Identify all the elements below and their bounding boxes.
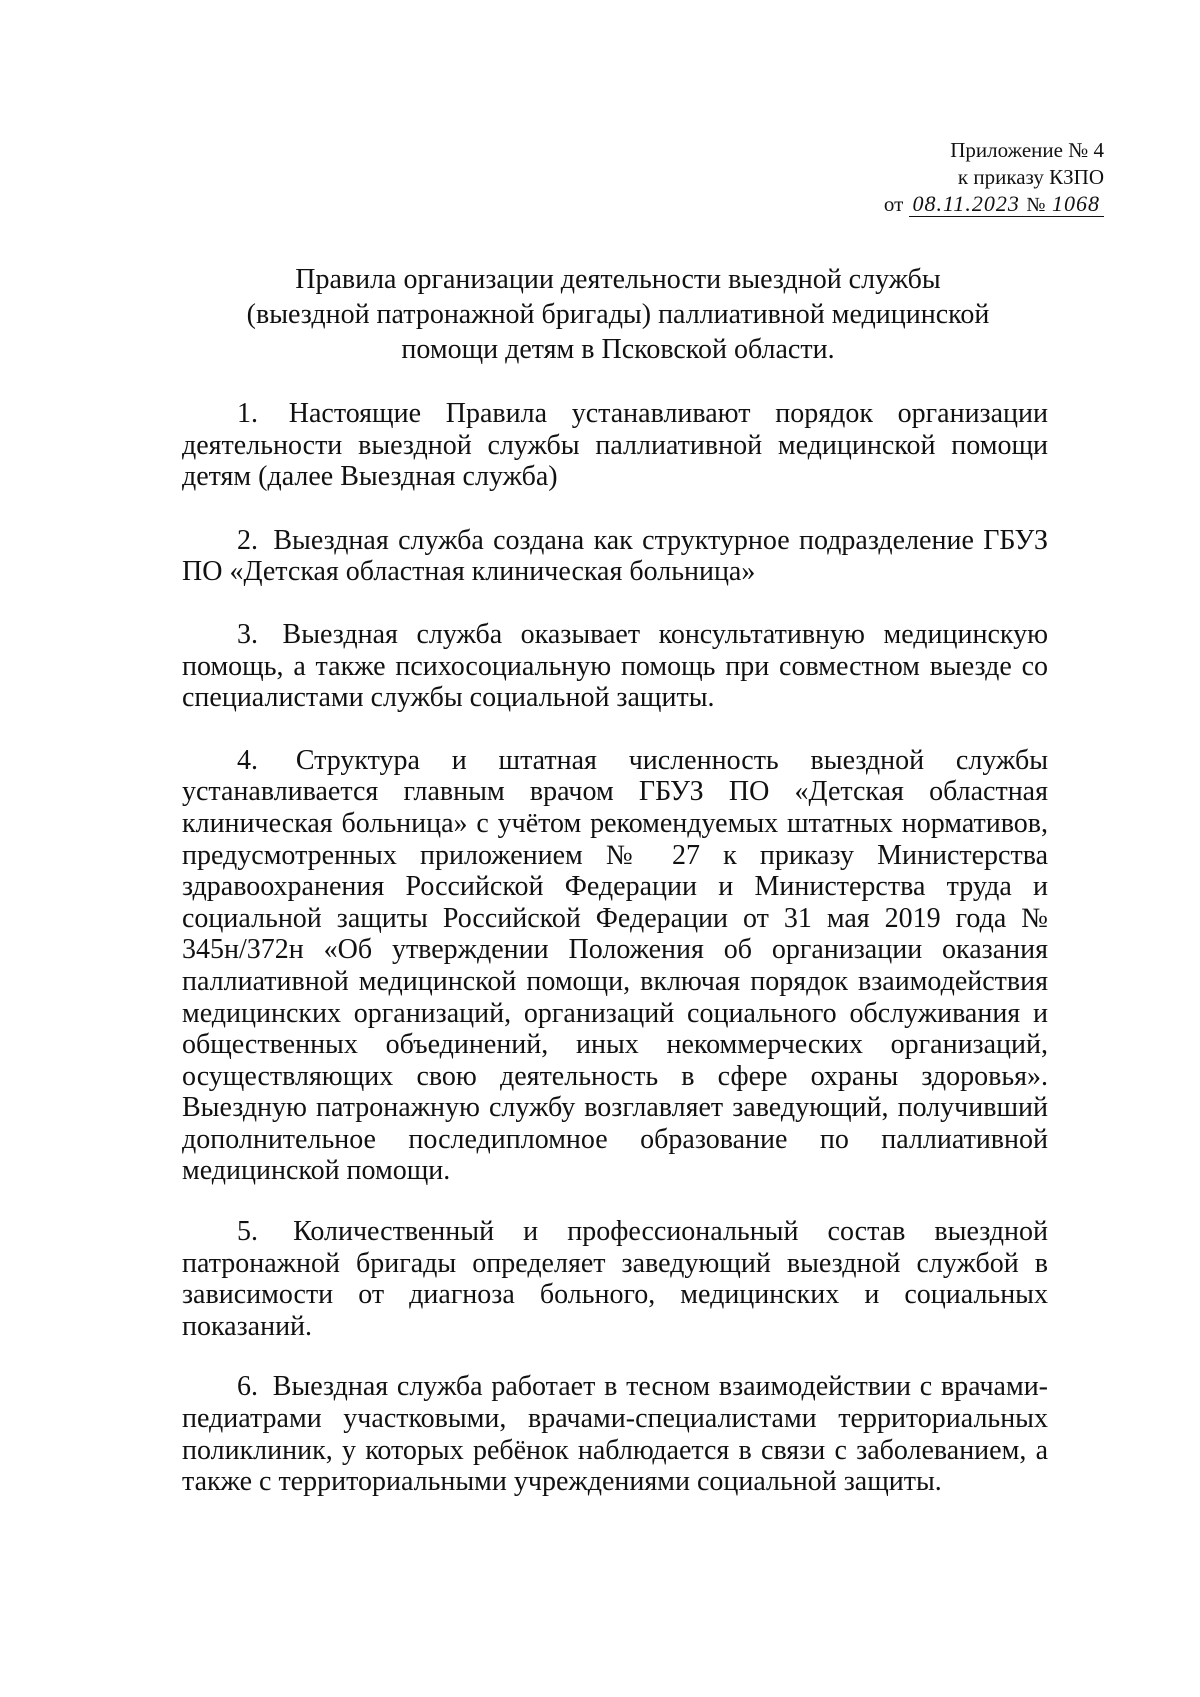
paragraph-1 — [182, 398, 1048, 493]
appendix-date-line — [884, 191, 1104, 218]
document-body — [182, 398, 1048, 1529]
title-line-2: (выездной патронажной бригады) паллиативной медицинской — [246, 299, 990, 330]
date-prefix: от — [883, 192, 904, 216]
paragraph-number: 5. — [237, 1216, 258, 1248]
paragraph-text: Настоящие Правила устанавливают порядок организации деятельности выездной службы паллиативной медицинской помощи детям (далее Выездная служба) — [182, 398, 1048, 493]
paragraph-6 — [182, 1371, 1048, 1497]
paragraph-number: 3. — [237, 618, 258, 650]
paragraph-number: 2. — [237, 524, 258, 556]
paragraph-text: Выездная служба работает в тесном взаимодействии с врачами-педиатрами участковыми, врачами-специалистами территориальных поликлиник, у которых ребёнок наблюдается в связи с заболеванием, а также с территориальными учреждениями социальной защиты. — [182, 1371, 1049, 1498]
date-value: 08.11.2023 — [912, 191, 1020, 216]
paragraph-text: Выездная служба создана как структурное подразделение ГБУЗ ПО «Детская областная клиническая больница» — [182, 524, 1049, 588]
paragraph-5 — [182, 1216, 1048, 1342]
appendix-order-ref: к приказу КЗПО — [957, 165, 1104, 189]
paragraph-text: Выездная служба оказывает консультативную медицинскую помощь, а также психосоциальную помощь при совместном выезде со специалистами службы социальной защиты. — [182, 618, 1048, 714]
appendix-number: Приложение № 4 — [950, 138, 1104, 162]
appendix-header — [884, 137, 1104, 218]
paragraph-number: 6. — [237, 1371, 258, 1403]
paragraph-3 — [182, 619, 1048, 714]
number-value: 1068 — [1052, 191, 1100, 216]
paragraph-number: 4. — [237, 744, 258, 776]
number-prefix: № — [1026, 194, 1046, 216]
paragraph-4 — [182, 745, 1048, 1187]
handwritten-date — [909, 193, 1104, 217]
title-line-3: помощи детям в Псковской области. — [401, 334, 835, 365]
paragraph-text: Количественный и профессиональный состав выездной патронажной бригады определяет заведующий выездной службой в зависимости от диагноза больного, медицинских и социальных показаний. — [182, 1216, 1048, 1342]
document-title — [200, 262, 1036, 367]
title-line-1: Правила организации деятельности выездной службы — [295, 264, 941, 295]
paragraph-number: 1. — [237, 398, 258, 429]
paragraph-text: Структура и штатная численность выездной службы устанавливается главным врачом ГБУЗ ПО «Детская областная клиническая больница» с учётом рекомендуемых штатных нормативов, предусмотренных приложением № 27 к приказу Министерства здравоохранения Российской Федерации и Министерства труда и социальной защиты Российской Федерации от 31 мая 2019 года № 345н/372н «Об утверждении Положения об организации оказания паллиативной медицинской помощи, включая порядок взаимодействия медицинских организаций, организаций социального обслуживания и общественных объединений, иных некоммерческих организаций, осуществляющих свою деятельность в сфере охраны здоровья». Выездную патронажную службу возглавляет заведующий, получивший дополнительное последипломное образование по паллиативной медицинской помощи. — [182, 744, 1048, 1187]
paragraph-2 — [182, 525, 1048, 588]
